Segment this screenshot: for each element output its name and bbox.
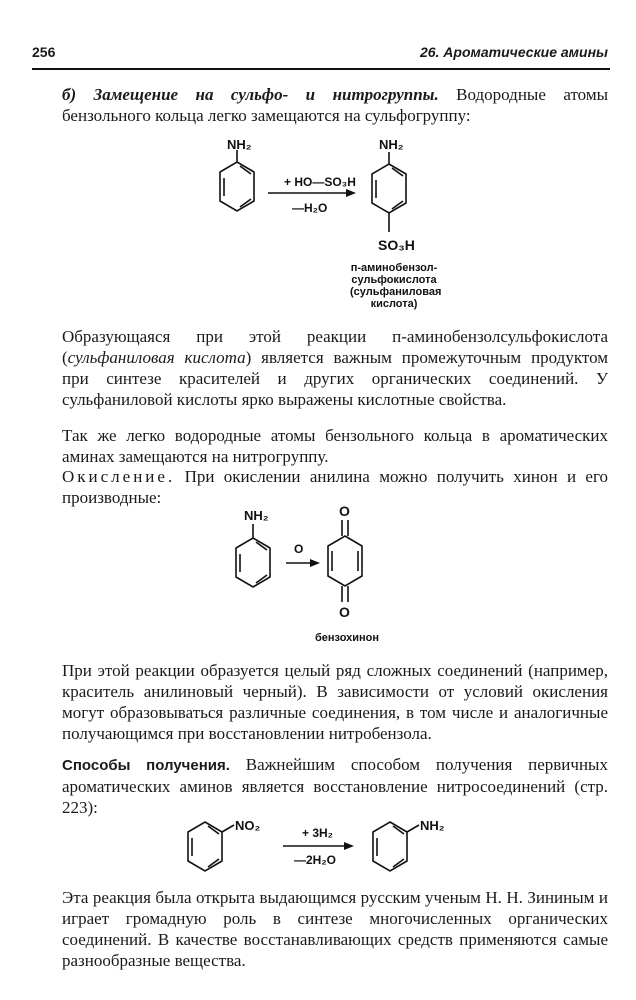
section-b-text: Водородные атомы бензольного кольца легко замещаются на сульфогруппу: <box>62 85 609 125</box>
oxidation-heading: Окисление. <box>62 467 176 486</box>
quinone-top-oxygen: O <box>339 503 350 519</box>
reagent-below-label: —H₂O <box>292 201 328 215</box>
reactant-group-label: NH₂ <box>227 137 252 152</box>
preparation-heading: Способы получения. <box>62 757 230 774</box>
para1-text-a: Образующаяся при этой реакции п-аминобензолсульфокислота ( <box>62 327 608 367</box>
section-b-heading: б) Замещение на сульфо- и нитрогруппы. <box>62 85 439 104</box>
nitro-group-label: NO₂ <box>235 818 261 833</box>
paragraph-zinin: Эта реакция была открыта выдающимся русским ученым Н. Н. Зининым и играет громадную роль в синтезе многочисленных органических соединений. В качестве восстанавливающих средств применяются самые разнообразные вещества. <box>62 888 608 970</box>
running-title: 26. Ароматические амины <box>419 44 608 60</box>
page-number: 256 <box>32 44 56 60</box>
aniline-structure-3 <box>373 822 419 871</box>
benzoquinone-caption: бензохинон <box>314 632 380 644</box>
reduction-reagent-below: —2H₂O <box>294 853 337 867</box>
caption-line: (сульфаниловая <box>350 286 442 298</box>
quinone-bottom-oxygen: O <box>339 604 350 620</box>
reactant-group-label-2: NH₂ <box>244 508 269 523</box>
caption-line: п-аминобензол- <box>350 262 438 274</box>
product-top-group-label: NH₂ <box>379 137 404 152</box>
product-bottom-group-label: SO₃H <box>378 237 415 253</box>
caption-line: кислота) <box>370 298 418 310</box>
preparation-text: Важнейшим способом получения первичных ароматических аминов является восстановление нитросоединений (стр. 223): <box>62 755 608 817</box>
paragraph-oxidation-products: При этой реакции образуется целый ряд сложных соединений (например, краситель анилиновый черный). В зависимости от условий окисления могут образовываться различные соединения, в том числе и аналогичные получающимся при восстановлении нитробензола. <box>62 661 608 743</box>
caption-line: сульфокислота <box>351 274 437 286</box>
oxidation-reagent-label: O <box>294 542 304 556</box>
reduction-arrow <box>283 842 354 850</box>
reduction-reagent-above: + 3H₂ <box>302 826 334 840</box>
nitrobenzene-structure <box>188 822 234 871</box>
amino-group-label: NH₂ <box>420 818 445 833</box>
para1-text-b: ) является важным промежуточным продуктом при синтезе красителей и других органических соединений. У сульфаниловой кислоты ярко выражены кислотные свойства. <box>62 348 609 409</box>
paragraph-nitration: Так же легко водородные атомы бензольного кольца в ароматических аминах замещаются на нитрогруппу. <box>62 426 608 466</box>
reagent-above-label: + HO—SO₃H <box>284 175 356 189</box>
oxidation-text: При окислении анилина можно получить хинон и его производные: <box>62 467 608 507</box>
para1-italic: сульфаниловая кислота <box>67 348 246 367</box>
